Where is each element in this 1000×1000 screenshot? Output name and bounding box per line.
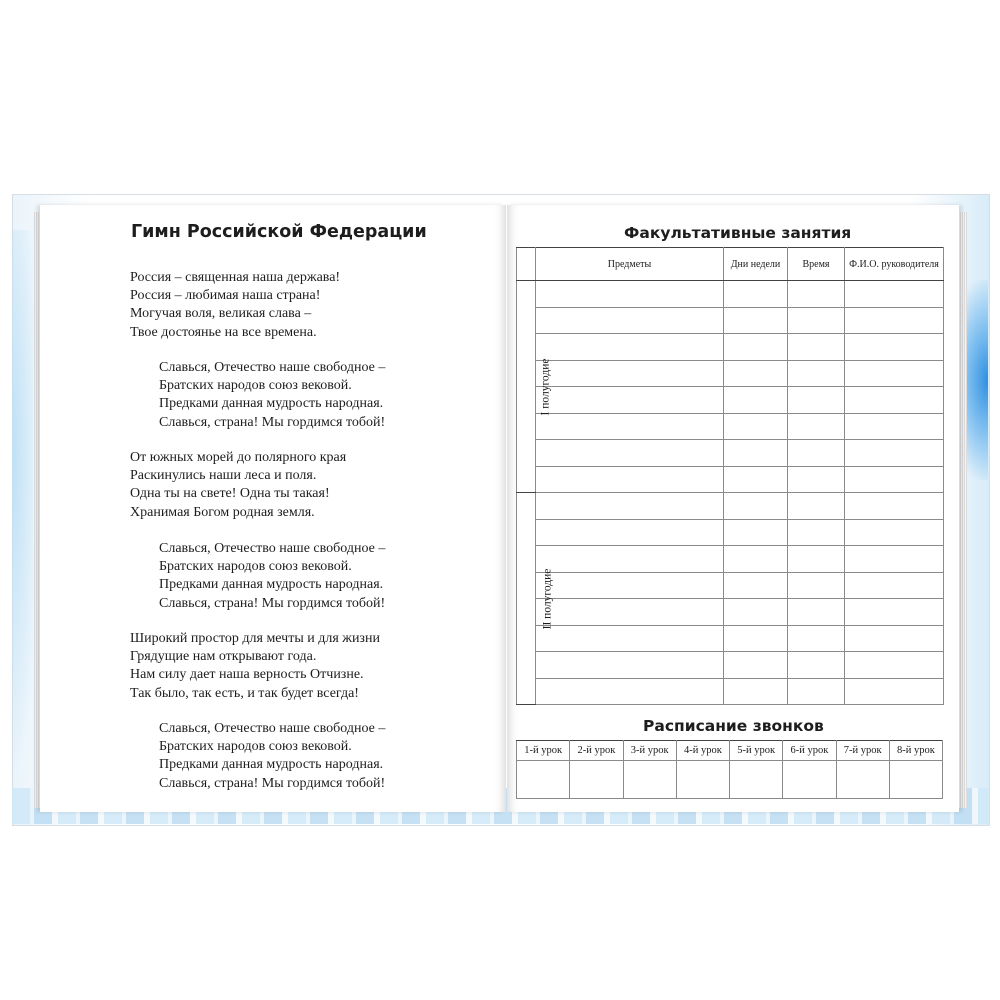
semester-label-2: II полугодие xyxy=(517,493,536,705)
table-cell[interactable] xyxy=(536,625,724,652)
anthem-chorus-2 xyxy=(159,540,385,613)
table-cell[interactable] xyxy=(845,599,944,626)
column-header-time: Время xyxy=(788,248,845,281)
table-cell[interactable] xyxy=(724,440,788,467)
table-row xyxy=(517,652,944,679)
column-header-days: Дни недели xyxy=(724,248,788,281)
table-cell[interactable] xyxy=(536,572,724,599)
lesson-header: 6-й урок xyxy=(783,741,836,761)
table-cell[interactable] xyxy=(724,466,788,493)
table-cell[interactable] xyxy=(536,546,724,573)
table-row xyxy=(517,678,944,705)
lesson-header: 7-й урок xyxy=(836,741,889,761)
table-cell[interactable] xyxy=(536,334,724,361)
table-cell[interactable] xyxy=(536,307,724,334)
anthem-line: Славься, страна! Мы гордимся тобой! xyxy=(159,414,386,430)
table-row xyxy=(517,360,944,387)
table-cell[interactable] xyxy=(788,652,845,679)
table-cell[interactable] xyxy=(536,413,724,440)
table-cell[interactable] xyxy=(788,546,845,573)
table-cell[interactable] xyxy=(845,360,944,387)
table-cell[interactable] xyxy=(788,466,845,493)
table-row xyxy=(517,413,944,440)
table-cell[interactable] xyxy=(788,334,845,361)
table-cell[interactable] xyxy=(845,519,944,546)
table-cell[interactable] xyxy=(536,387,724,414)
electives-corner-cell xyxy=(517,248,536,281)
table-cell[interactable] xyxy=(845,546,944,573)
table-cell[interactable] xyxy=(536,466,724,493)
table-cell[interactable] xyxy=(845,281,944,308)
bell-time-cell[interactable] xyxy=(570,761,623,799)
anthem-line: Одна ты на свете! Одна ты такая! xyxy=(130,486,330,502)
table-cell[interactable] xyxy=(536,652,724,679)
table-cell[interactable] xyxy=(536,519,724,546)
lesson-header: 1-й урок xyxy=(517,741,570,761)
table-cell[interactable] xyxy=(788,360,845,387)
table-cell[interactable] xyxy=(724,307,788,334)
lesson-header: 8-й урок xyxy=(889,741,942,761)
table-cell[interactable] xyxy=(724,625,788,652)
table-cell[interactable] xyxy=(536,281,724,308)
table-row xyxy=(517,599,944,626)
table-cell[interactable] xyxy=(845,413,944,440)
bell-time-cell[interactable] xyxy=(783,761,836,799)
table-cell[interactable] xyxy=(788,519,845,546)
table-cell[interactable] xyxy=(536,440,724,467)
table-cell[interactable] xyxy=(845,440,944,467)
anthem-line: Предками данная мудрость народная. xyxy=(159,396,384,412)
anthem-line: Россия – любимая наша страна! xyxy=(130,288,321,304)
table-cell[interactable] xyxy=(845,572,944,599)
table-cell[interactable] xyxy=(724,599,788,626)
table-cell[interactable] xyxy=(788,440,845,467)
electives-title: Факультативные занятия xyxy=(624,224,852,242)
table-cell[interactable] xyxy=(845,652,944,679)
table-cell[interactable] xyxy=(788,281,845,308)
anthem-stanza-3 xyxy=(130,630,380,703)
table-cell[interactable] xyxy=(724,360,788,387)
table-cell[interactable] xyxy=(788,413,845,440)
anthem-title: Гимн Российской Федерации xyxy=(131,222,427,242)
table-cell[interactable] xyxy=(788,678,845,705)
table-cell[interactable] xyxy=(788,572,845,599)
anthem-stanza-2 xyxy=(130,449,346,522)
table-row xyxy=(517,307,944,334)
column-header-subjects: Предметы xyxy=(536,248,724,281)
anthem-line: Хранимая Богом родная земля. xyxy=(130,504,315,520)
table-cell[interactable] xyxy=(724,281,788,308)
anthem-line: Славься, Отечество наше свободное – xyxy=(159,541,386,556)
table-cell[interactable] xyxy=(724,572,788,599)
anthem-line: Нам силу дает наша верность Отчизне. xyxy=(130,667,364,683)
bell-time-cell[interactable] xyxy=(517,761,570,799)
table-row xyxy=(517,519,944,546)
anthem-line: Твое достоянье на все времена. xyxy=(130,324,317,340)
table-cell[interactable] xyxy=(536,493,724,520)
table-cell[interactable] xyxy=(845,466,944,493)
table-cell[interactable] xyxy=(536,360,724,387)
anthem-line: От южных морей до полярного края xyxy=(130,450,347,465)
anthem-chorus-1 xyxy=(159,359,385,432)
table-row xyxy=(517,572,944,599)
table-cell[interactable] xyxy=(536,678,724,705)
table-row xyxy=(517,493,944,520)
anthem-line: Славься, страна! Мы гордимся тобой! xyxy=(159,775,386,791)
table-cell[interactable] xyxy=(845,678,944,705)
column-header-teacher: Ф.И.О. руководителя xyxy=(845,248,944,281)
anthem-line: Грядущие нам открывают года. xyxy=(130,649,317,665)
page-stack-right xyxy=(959,212,967,808)
table-cell[interactable] xyxy=(845,334,944,361)
anthem-line: Братских народов союз вековой. xyxy=(159,378,352,394)
bell-time-cell[interactable] xyxy=(730,761,783,799)
table-cell[interactable] xyxy=(724,387,788,414)
table-row xyxy=(517,281,944,308)
table-row xyxy=(517,387,944,414)
anthem-line: Могучая воля, великая слава – xyxy=(130,306,312,322)
bell-time-cell[interactable] xyxy=(623,761,676,799)
anthem-line: Так было, так есть, и так будет всегда! xyxy=(130,685,359,701)
table-cell[interactable] xyxy=(788,625,845,652)
table-cell[interactable] xyxy=(724,546,788,573)
table-cell[interactable] xyxy=(845,493,944,520)
anthem-line: Раскинулись наши леса и поля. xyxy=(130,468,317,484)
table-row xyxy=(517,761,943,799)
anthem-stanza-1 xyxy=(130,269,340,342)
bells-title: Расписание звонков xyxy=(643,717,824,735)
table-row xyxy=(517,466,944,493)
table-row xyxy=(517,440,944,467)
table-cell[interactable] xyxy=(845,625,944,652)
table-cell[interactable] xyxy=(724,652,788,679)
table-cell[interactable] xyxy=(788,387,845,414)
anthem-chorus-3 xyxy=(159,720,385,793)
table-cell[interactable] xyxy=(788,599,845,626)
semester-label-1: I полугодие xyxy=(517,281,536,493)
anthem-line: Славься, страна! Мы гордимся тобой! xyxy=(159,595,386,611)
lesson-header: 4-й урок xyxy=(676,741,729,761)
anthem-line: Братских народов союз вековой. xyxy=(159,739,352,755)
bell-schedule-table xyxy=(516,740,943,799)
table-cell[interactable] xyxy=(536,599,724,626)
table-row xyxy=(517,546,944,573)
anthem-line: Братских народов союз вековой. xyxy=(159,559,352,575)
table-cell[interactable] xyxy=(724,678,788,705)
bell-time-cell[interactable] xyxy=(889,761,942,799)
anthem-line: Широкий простор для мечты и для жизни xyxy=(130,631,380,646)
table-cell[interactable] xyxy=(845,307,944,334)
table-row xyxy=(517,625,944,652)
bell-time-cell[interactable] xyxy=(836,761,889,799)
anthem-line: Славься, Отечество наше свободное – xyxy=(159,360,386,375)
table-cell[interactable] xyxy=(788,307,845,334)
table-cell[interactable] xyxy=(788,493,845,520)
lesson-header: 5-й урок xyxy=(730,741,783,761)
anthem-line: Славься, Отечество наше свободное – xyxy=(159,721,386,736)
table-cell[interactable] xyxy=(724,519,788,546)
anthem-line: Предками данная мудрость народная. xyxy=(159,757,384,773)
table-cell[interactable] xyxy=(724,493,788,520)
table-row xyxy=(517,334,944,361)
table-cell[interactable] xyxy=(724,413,788,440)
table-cell[interactable] xyxy=(724,334,788,361)
lesson-header: 2-й урок xyxy=(570,741,623,761)
anthem-line: Предками данная мудрость народная. xyxy=(159,577,384,593)
lesson-header: 3-й урок xyxy=(623,741,676,761)
table-cell[interactable] xyxy=(845,387,944,414)
bell-time-cell[interactable] xyxy=(676,761,729,799)
electives-table xyxy=(516,247,944,705)
anthem-line: Россия – священная наша держава! xyxy=(130,270,341,285)
